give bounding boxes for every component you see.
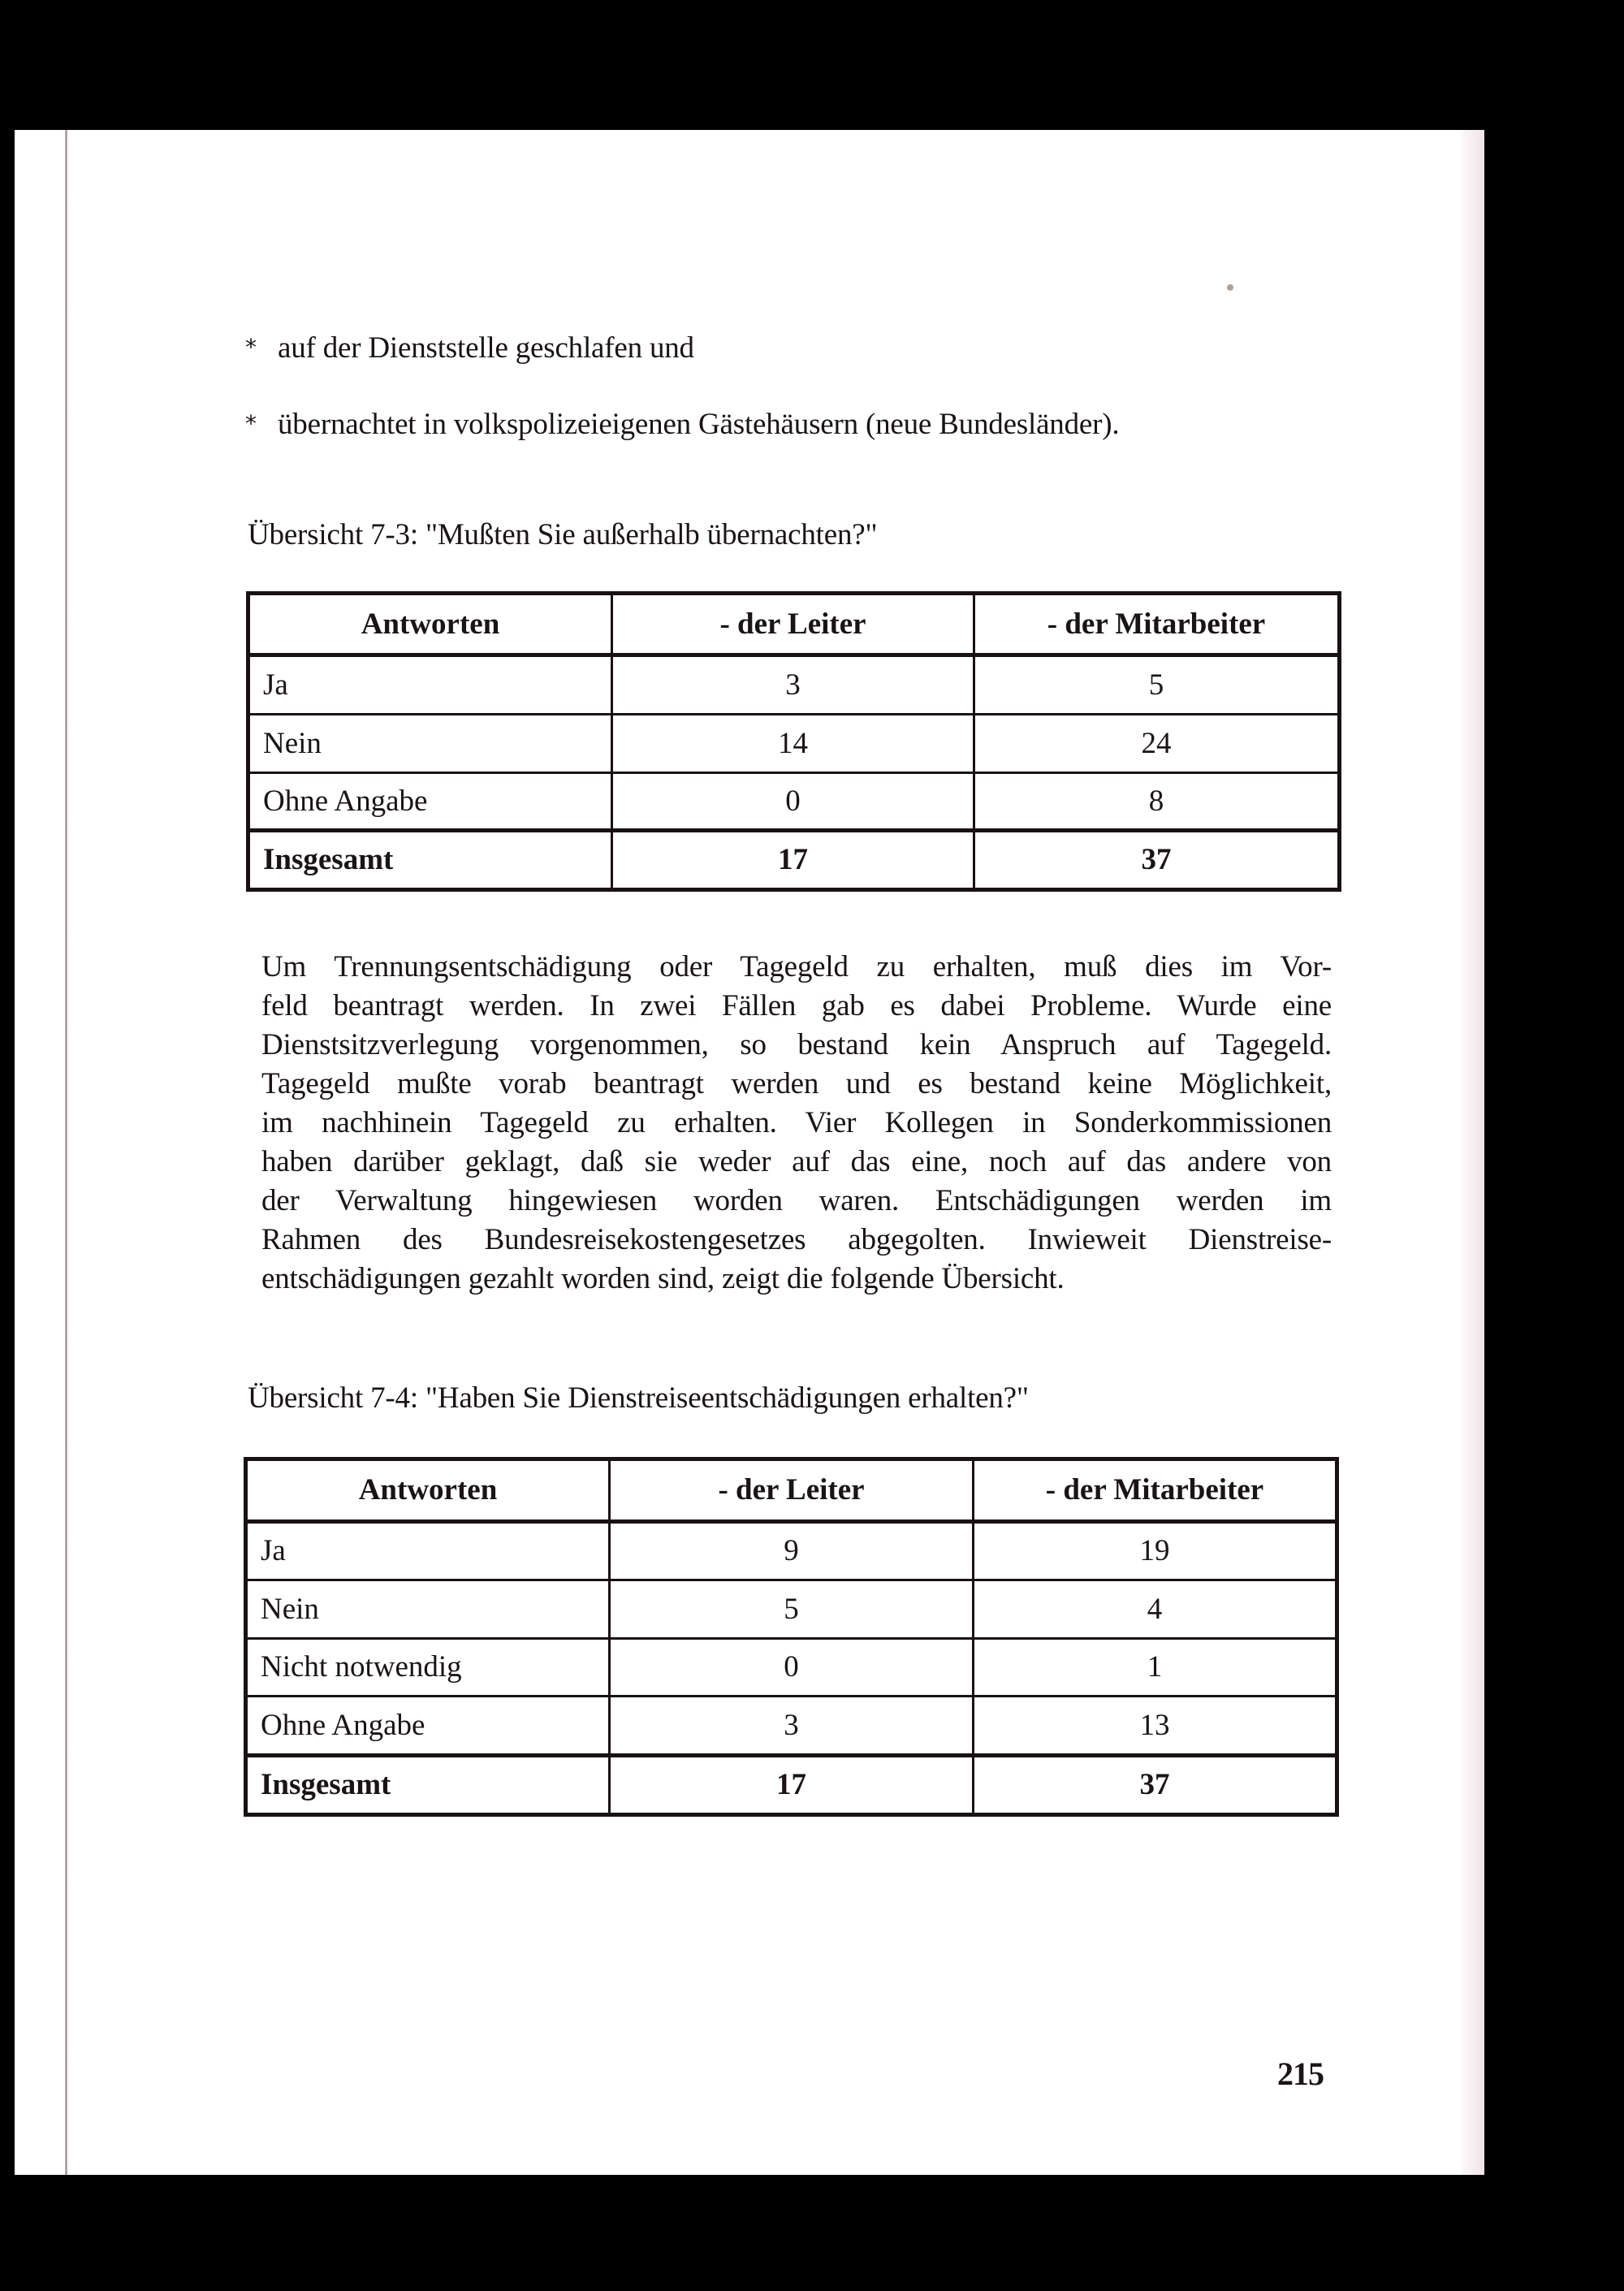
- total-label: Insgesamt: [248, 831, 612, 890]
- table-7-3: [246, 591, 1341, 892]
- total-leiter: 17: [610, 1756, 974, 1815]
- row-label: Ohne Angabe: [246, 1697, 610, 1756]
- page-binding-line: [65, 130, 67, 2175]
- cell-mitarbeiter: 24: [974, 715, 1340, 773]
- cell-mitarbeiter: 8: [974, 773, 1340, 831]
- paragraph-line: Tagegeld mußte vorab beantragt werden und es bestand keine Möglichkeit,: [261, 1067, 1332, 1100]
- paragraph-line: Um Trennungsentschädigung oder Tagegeld zu erhalten, muß dies im Vor-: [261, 950, 1332, 983]
- row-label: Ja: [248, 655, 612, 715]
- dust-speck: [1227, 284, 1233, 291]
- cell-leiter: 3: [610, 1697, 974, 1756]
- table-row: [246, 1697, 1337, 1756]
- cell-leiter: 9: [610, 1522, 974, 1580]
- total-mitarbeiter: 37: [974, 1756, 1337, 1815]
- column-header-mitarbeiter: - der Mitarbeiter: [974, 1459, 1337, 1522]
- paragraph-line: haben darüber geklagt, daß sie weder auf das eine, noch auf das andere von: [261, 1145, 1332, 1178]
- total-mitarbeiter: 37: [974, 831, 1340, 890]
- table-header-row: [248, 594, 1340, 655]
- cell-leiter: 14: [612, 715, 974, 773]
- column-header-leiter: - der Leiter: [612, 594, 974, 655]
- page-edge: [1462, 130, 1484, 2175]
- bullet-text: übernachtet in volkspolizeieigenen Gästehäusern (neue Bundesländer).: [278, 408, 1120, 441]
- table-row: [248, 773, 1340, 831]
- cell-leiter: 0: [610, 1639, 974, 1697]
- table-row: [248, 655, 1340, 715]
- column-header-mitarbeiter: - der Mitarbeiter: [974, 594, 1340, 655]
- table-row: [248, 715, 1340, 773]
- table-7-4: [244, 1457, 1339, 1817]
- table-caption-7-3: Übersicht 7-3: "Mußten Sie außerhalb übernachten?": [248, 518, 878, 551]
- cell-leiter: 5: [610, 1580, 974, 1639]
- table-total-row: [248, 831, 1340, 890]
- row-label: Ja: [246, 1522, 610, 1580]
- total-label: Insgesamt: [246, 1756, 610, 1815]
- table-row: [246, 1639, 1337, 1697]
- paragraph-line: Dienstsitzverlegung vorgenommen, so bestand kein Anspruch auf Tagegeld.: [261, 1028, 1332, 1061]
- column-header-antworten: Antworten: [246, 1459, 610, 1522]
- row-label: Nicht notwendig: [246, 1639, 610, 1697]
- row-label: Ohne Angabe: [248, 773, 612, 831]
- table-caption-7-4: Übersicht 7-4: "Haben Sie Dienstreiseentschädigungen erhalten?": [248, 1381, 1029, 1415]
- total-leiter: 17: [612, 831, 974, 890]
- paragraph-line: der Verwaltung hingewiesen worden waren. Entschädigungen werden im: [261, 1184, 1332, 1217]
- paragraph-line: im nachhinein Tagegeld zu erhalten. Vier Kollegen in Sonderkommissionen: [261, 1106, 1332, 1139]
- row-label: Nein: [246, 1580, 610, 1639]
- cell-leiter: 0: [612, 773, 974, 831]
- row-label: Nein: [248, 715, 612, 773]
- cell-mitarbeiter: 5: [974, 655, 1340, 715]
- cell-mitarbeiter: 1: [974, 1639, 1337, 1697]
- bullet-item: [227, 330, 694, 366]
- cell-mitarbeiter: 13: [974, 1697, 1337, 1756]
- column-header-antworten: Antworten: [248, 594, 612, 655]
- asterisk-bullet-icon: *: [245, 334, 257, 361]
- cell-leiter: 3: [612, 655, 974, 715]
- table-row: [246, 1580, 1337, 1639]
- table-header-row: [246, 1459, 1337, 1522]
- body-paragraph: [261, 948, 1332, 1299]
- paragraph-line: Rahmen des Bundesreisekostengesetzes abgegolten. Inwieweit Dienstreise-: [261, 1223, 1332, 1256]
- asterisk-bullet-icon: *: [245, 410, 257, 437]
- cell-mitarbeiter: 19: [974, 1522, 1337, 1580]
- column-header-leiter: - der Leiter: [610, 1459, 974, 1522]
- bullet-text: auf der Dienststelle geschlafen und: [278, 331, 694, 365]
- bullet-item: [227, 406, 1119, 443]
- table-total-row: [246, 1756, 1337, 1815]
- paragraph-line: feld beantragt werden. In zwei Fällen gab es dabei Probleme. Wurde eine: [261, 989, 1332, 1022]
- table-row: [246, 1522, 1337, 1580]
- cell-mitarbeiter: 4: [974, 1580, 1337, 1639]
- page-number: 215: [1277, 2055, 1324, 2092]
- paragraph-line: entschädigungen gezahlt worden sind, zeigt die folgende Übersicht.: [261, 1262, 1065, 1295]
